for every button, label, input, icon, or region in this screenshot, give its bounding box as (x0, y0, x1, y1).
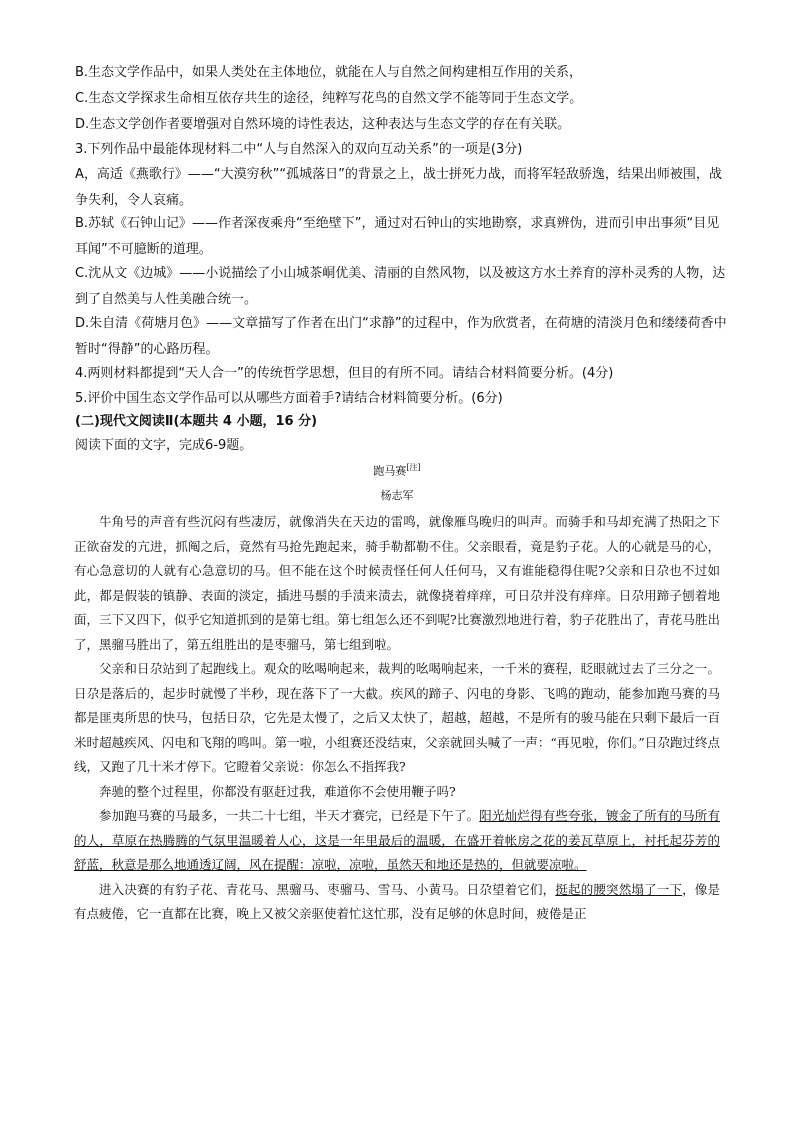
question-3-option-c: C.沈从文《边城》——小说描绘了小山城茶峒优美、清丽的自然风物，以及被这方水土养育的淳朴灵秀的人物，达到了自然美与人性美融合统一。 (75, 266, 726, 307)
paragraph-4 (74, 804, 720, 878)
paragraph-2: 父亲和日尕站到了起跑线上。观众的吆喝响起来，裁判的吆喝响起来，一千米的赛程，眨眼就过去了三分之一。日尕是落后的，起步时就慢了半秒，现在落下了一大截。疾风的蹄子、闪电的身影、飞鸣的跑动，能参加跑马赛的马都是匪夷所思的快马，包括日尕，它先是太慢了，之后又太快了，超越，超越，不是所有的骏马能在只剩下最后一百米时超越疾风、闪电和飞翔的鸣叫。第一啦，小组赛还没结束，父亲就回头喊了一声：“再见啦，你们。”日尕跑过终点线，又跑了几十米才停下。它瞪着父亲说：你怎么不指挥我? (74, 661, 720, 774)
question-3-option-b: B.苏轼《石钟山记》——作者深夜乘舟“至绝壁下”，通过对石钟山的实地勘察，求真辨伪，进而引申出事须“目见耳闻”不可臆断的道理。 (75, 216, 720, 257)
option-b-ecological: B.生态文学作品中，如果人类处在主体地位，就能在人与自然之间构建相互作用的关系， (75, 65, 583, 80)
article-body (74, 510, 720, 927)
paragraph-5 (74, 878, 720, 927)
reading-instruction: 阅读下面的文字，完成6-9题。 (75, 438, 253, 453)
question-5: 5.评价中国生态文学作品可以从哪些方面着手?请结合材料简要分析。(6分) (75, 391, 503, 406)
option-d-ecological: D.生态文学创作者要增强对自然环境的诗性表达，这种表达与生态文学的存在有关联。 (75, 117, 571, 132)
paragraph-5-text-a: 进入决赛的有豹子花、青花马、黑骝马、枣骝马、雪马、小黄马。日尕望着它们， (99, 881, 556, 897)
paragraph-3: 奔驰的整个过程里，你都没有驱赶过我，难道你不会使用鞭子吗? (99, 783, 456, 799)
article-title-text: 跑马赛 (373, 464, 407, 478)
question-3-option-a: A，高适《燕歌行》——“大漠穷秋”“孤城落日”的背景之上，战士拼死力战，而将军轻敌骄逸，结果出师被围，战争失利，令人哀痛。 (75, 167, 722, 208)
question-3: 3.下列作品中最能体现材料二中“人与自然深入的双向互动关系”的一项是(3分) (75, 142, 523, 157)
paragraph-1: 牛角号的声音有些沉闷有些凄厉，就像消失在天边的雷鸣，就像雁鸟晚归的叫声。而骑手和马却充满了热阳之下正欲奋发的亢进，抓阄之后，竟然有马抢先跑起来，骑手勒都勒不住。父亲眼看，竟是豹子花。人的心就是马的心，有心急意切的人就有心急意切的马。但不能在这个时候责怪任何人任何马，又有谁能稳得住呢?父亲和日尕也不过如此，都是假装的镇静、表面的淡定，插进马鬃的手渍来渍去，就像挠着痒痒，可日尕并没有痒痒。日尕用蹄子刨着地面，三下又四下，似乎它知道抓到的是第七组。第七组怎么还不到呢?比赛激烈地进行着，豹子花胜出了，青花马胜出了，黑骝马胜出了，第五组胜出的是枣骝马，第七组到啦。 (74, 514, 720, 652)
section-heading: (二)现代文阅读Ⅱ(本题共 4 小题，16 分) (75, 414, 318, 429)
article-title (0, 462, 794, 479)
paragraph-5-text-b: ，像是有点疲倦，它一直都在比赛，晚上又被父亲驱使着忙这忙那，没有足够的休息时间，疲倦是正 (74, 881, 720, 921)
paragraph-4-text: 参加跑马赛的马最多，一共二十七组，半天才赛完，已经是下午了。 (99, 808, 480, 823)
article-author: 杨志军 (380, 489, 414, 502)
paragraph-4-underlined: 阳光灿烂得有些夸张，镀金了所有的马所有的人，草原在热腾腾的气氛里温暖着人心，这是一年里最后的温暖，在盛开着帐房之花的姜瓦草原上，衬托起芬芳的舒蓝，秋意是那么地通透辽阔，风在提醒：凉啦，凉啦，虽然天和地还是热的，但就要凉啦。 (74, 808, 720, 872)
paragraph-5-underlined: 挺起的腰突然塌了一下 (555, 881, 683, 897)
question-3-option-d: D.朱自清《荷塘月色》——文章描写了作者在出门“求静”的过程中，作为欣赏者，在荷塘的清淡月色和缕缕荷香中暂时“得静”的心路历程。 (75, 316, 727, 357)
question-4: 4.两则材料都提到“天人合一”的传统哲学思想，但目的有所不同。请结合材料简要分析。(4分) (75, 366, 614, 381)
option-c-ecological: C.生态文学探求生命相互依存共生的途径，纯粹写花鸟的自然文学不能等同于生态文学。 (75, 91, 583, 106)
title-note-marker: [注] (406, 463, 421, 472)
